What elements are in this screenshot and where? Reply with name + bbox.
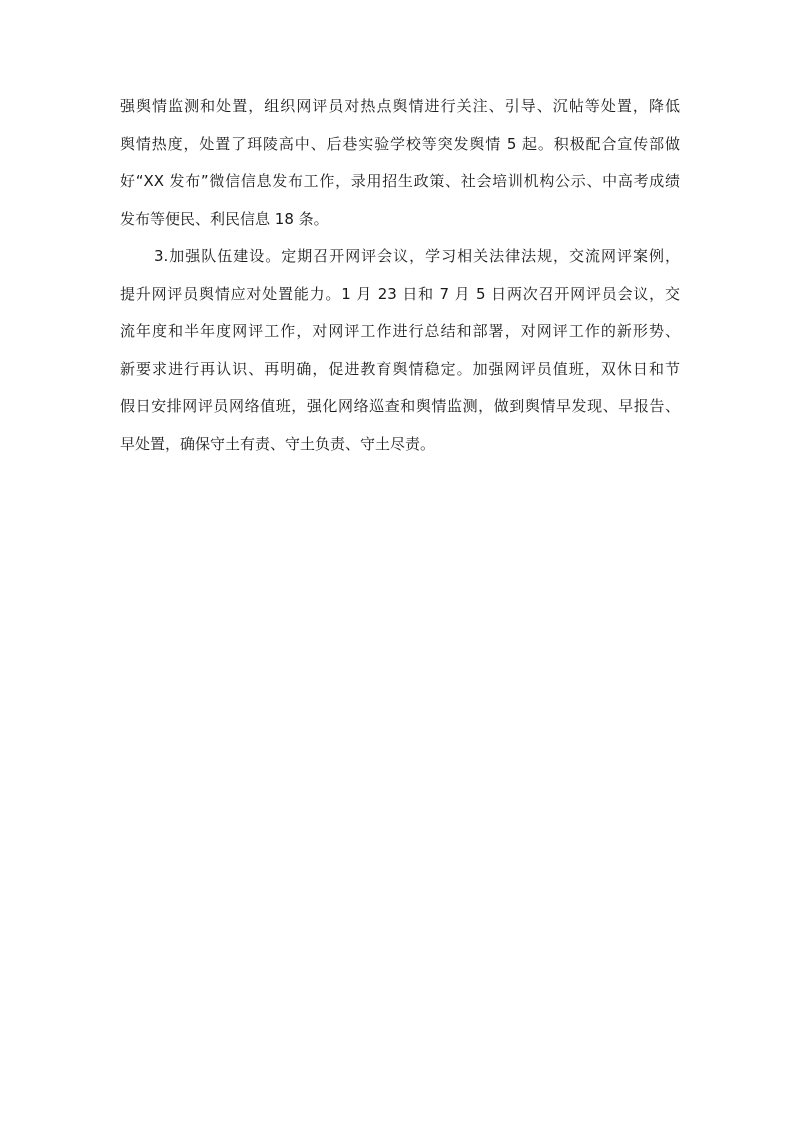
paragraph-1-line-4: 发布等便民、利民信息 18 条。 bbox=[120, 209, 329, 228]
paragraph-2-line-5: 假日安排网评员网络值班，强化网络巡查和舆情监测，做到舆情早发现、早报告、 bbox=[120, 397, 680, 415]
paragraph-1-line-2: 舆情热度，处置了珥陵高中、后巷实验学校等突发舆情 5 起。积极配合宣传部做 bbox=[120, 134, 680, 153]
paragraph-1 bbox=[120, 96, 680, 229]
paragraph-2-line-2: 提升网评员舆情应对处置能力。1 月 23 日和 7 月 5 日两次召开网评员会议，交 bbox=[120, 284, 680, 303]
paragraph-2-line-1: 3.加强队伍建设。定期召开网评会议，学习相关法律法规，交流网评案例， bbox=[154, 247, 680, 265]
document-body bbox=[120, 96, 680, 454]
paragraph-1-line-3: 好“XX 发布”微信信息发布工作，录用招生政策、社会培训机构公示、中高考成绩 bbox=[120, 172, 680, 190]
paragraph-2-line-3: 流年度和半年度网评工作，对网评工作进行总结和部署，对网评工作的新形势、 bbox=[120, 322, 680, 340]
paragraph-2-line-6: 早处置，确保守土有责、守土负责、守土尽责。 bbox=[120, 434, 436, 453]
paragraph-2 bbox=[120, 246, 680, 454]
paragraph-1-line-1: 强舆情监测和处置，组织网评员对热点舆情进行关注、引导、沉帖等处置，降低 bbox=[120, 97, 680, 115]
paragraph-2-line-4: 新要求进行再认识、再明确，促进教育舆情稳定。加强网评员值班，双休日和节 bbox=[120, 359, 680, 378]
